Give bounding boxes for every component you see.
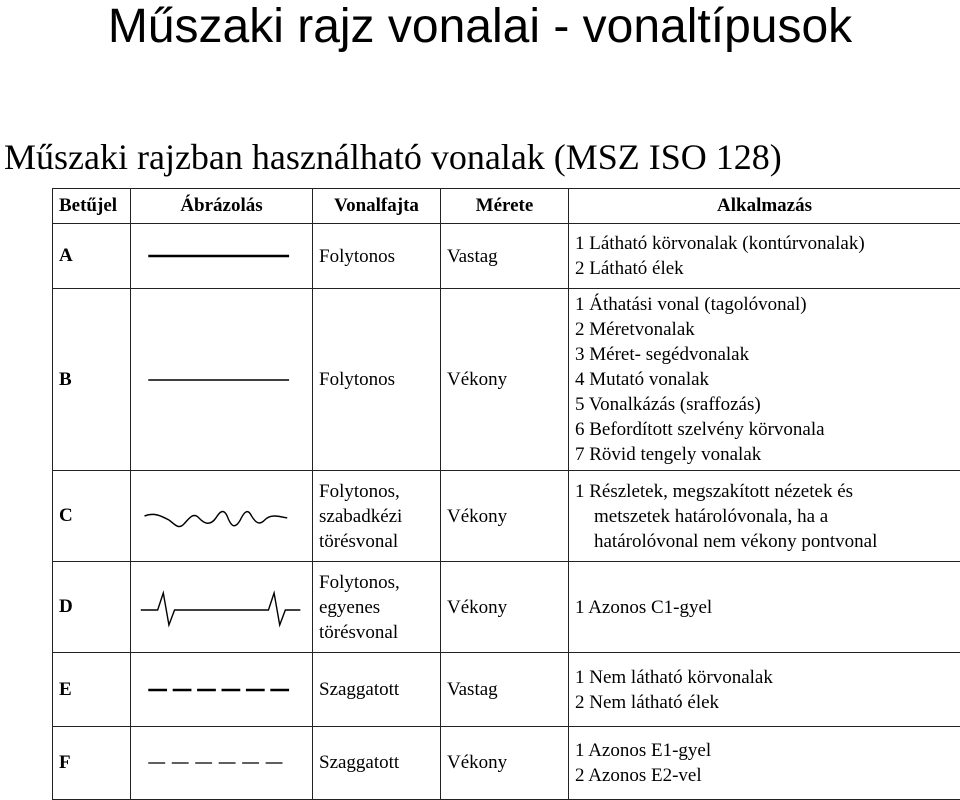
page-subtitle: Műszaki rajzban használható vonalak (MSZ ISO 128) — [4, 137, 782, 177]
line-type-text: Szaggatott — [319, 752, 400, 774]
application-item: 4 Mutató vonalak — [575, 369, 710, 391]
page-title: Műszaki rajz vonalai - vonaltípusok — [107, 0, 853, 53]
header-drawing: Ábrázolás — [131, 189, 313, 224]
application-item: 7 Rövid tengely vonalak — [575, 444, 762, 466]
application-item: 2 Nem látható élek — [575, 691, 720, 713]
line-sample-dashed-thin — [137, 733, 306, 793]
application-item: metszetek határolóvonala, ha a — [594, 505, 829, 527]
line-sample-solid-thick — [137, 226, 306, 286]
table-row — [53, 289, 960, 471]
row-line-type — [313, 289, 441, 471]
line-types-table — [52, 188, 960, 800]
line-type-text: törésvonal — [319, 621, 399, 643]
line-type-text: törésvonal — [319, 530, 399, 552]
row-line-type — [313, 470, 441, 561]
row-line-type — [313, 562, 441, 653]
line-drawing-dashed-thin — [131, 726, 313, 799]
line-sample-dashed-thick — [137, 660, 306, 720]
row-size: Vékony — [441, 470, 569, 561]
row-line-type — [313, 653, 441, 726]
row-letter: F — [53, 726, 131, 799]
application-item: 1 Áthatási vonal (tagolóvonal) — [575, 294, 807, 316]
row-letter: D — [53, 562, 131, 653]
table-row — [53, 470, 960, 561]
row-line-type — [313, 224, 441, 289]
table-row — [53, 726, 960, 799]
application-item: határolóvonal nem vékony pontvonal — [594, 530, 878, 552]
application-item: 1 Azonos C1-gyel — [575, 596, 713, 618]
row-line-type — [313, 726, 441, 799]
row-application — [569, 726, 960, 799]
application-item: 1 Látható körvonalak (kontúrvonalak) — [575, 233, 865, 255]
table-row — [53, 653, 960, 726]
line-type-text: Szaggatott — [319, 679, 400, 701]
application-item: 2 Méretvonalak — [575, 319, 695, 341]
row-application — [569, 224, 960, 289]
header-letter: Betűjel — [53, 189, 131, 224]
line-drawing-zigzag-break — [131, 562, 313, 653]
row-application — [569, 562, 960, 653]
line-drawing-dashed-thick — [131, 653, 313, 726]
row-letter: E — [53, 653, 131, 726]
line-drawing-freehand-break — [131, 470, 313, 561]
header-application: Alkalmazás — [569, 189, 960, 224]
header-size: Mérete — [441, 189, 569, 224]
table-row — [53, 562, 960, 653]
line-type-text: Folytonos, — [319, 480, 400, 502]
line-type-text: Folytonos — [319, 245, 396, 267]
row-size: Vékony — [441, 562, 569, 653]
row-letter: C — [53, 470, 131, 561]
line-type-text: Folytonos, — [319, 571, 400, 593]
table-header-row — [53, 189, 960, 224]
application-item: 1 Nem látható körvonalak — [575, 666, 773, 688]
application-item: 1 Részletek, megszakított nézetek és — [575, 480, 854, 502]
line-type-text: egyenes — [319, 596, 381, 618]
application-item: 1 Azonos E1-gyel — [575, 739, 712, 761]
row-size: Vékony — [441, 726, 569, 799]
line-sample-solid-thin — [137, 350, 306, 410]
line-sample-zigzag-break — [137, 577, 306, 637]
application-item: 5 Vonalkázás (sraffozás) — [575, 394, 761, 416]
line-type-text: Folytonos — [319, 369, 396, 391]
line-type-text: szabadkézi — [319, 505, 403, 527]
row-application — [569, 470, 960, 561]
application-item: 6 Befordított szelvény körvonala — [575, 419, 825, 441]
row-size: Vastag — [441, 653, 569, 726]
row-size: Vastag — [441, 224, 569, 289]
table-row — [53, 224, 960, 289]
row-application — [569, 653, 960, 726]
application-item: 2 Azonos E2-vel — [575, 764, 702, 786]
row-letter: A — [53, 224, 131, 289]
line-sample-freehand-break — [137, 486, 306, 546]
row-application — [569, 289, 960, 471]
row-letter: B — [53, 289, 131, 471]
application-item: 2 Látható élek — [575, 258, 684, 280]
application-item: 3 Méret- segédvonalak — [575, 344, 750, 366]
header-line-type: Vonalfajta — [313, 189, 441, 224]
row-size: Vékony — [441, 289, 569, 471]
line-drawing-solid-thin — [131, 289, 313, 471]
line-drawing-solid-thick — [131, 224, 313, 289]
